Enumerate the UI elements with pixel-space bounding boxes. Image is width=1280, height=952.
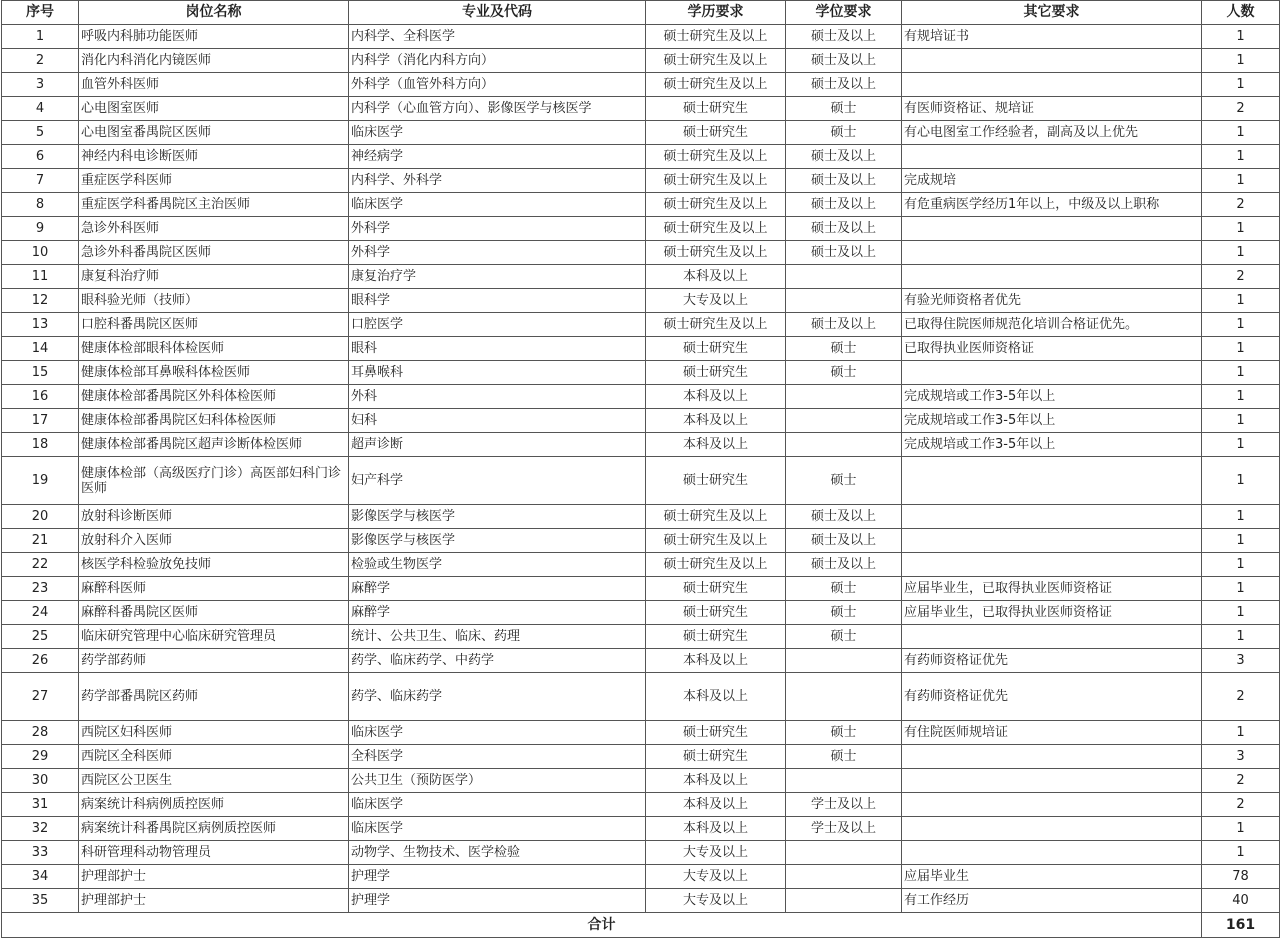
cell-degree: 硕士 (786, 577, 902, 601)
table-row (2, 169, 1280, 193)
cell-count: 1 (1202, 289, 1280, 313)
table-row (2, 49, 1280, 73)
cell-position: 护理部护士 (79, 889, 349, 913)
cell-count: 1 (1202, 577, 1280, 601)
cell-major: 康复治疗学 (349, 265, 646, 289)
cell-other: 完成规培或工作3-5年以上 (902, 409, 1202, 433)
cell-count: 2 (1202, 673, 1280, 721)
header-row (2, 1, 1280, 25)
cell-education: 硕士研究生及以上 (646, 25, 786, 49)
cell-education: 大专及以上 (646, 289, 786, 313)
cell-major: 内科学、外科学 (349, 169, 646, 193)
cell-degree: 硕士及以上 (786, 169, 902, 193)
cell-major: 检验或生物医学 (349, 553, 646, 577)
cell-education: 硕士研究生及以上 (646, 169, 786, 193)
cell-major: 临床医学 (349, 721, 646, 745)
table-row (2, 649, 1280, 673)
cell-degree (786, 385, 902, 409)
cell-major: 临床医学 (349, 817, 646, 841)
cell-major: 眼科 (349, 337, 646, 361)
cell-index: 28 (2, 721, 79, 745)
cell-education: 本科及以上 (646, 409, 786, 433)
cell-major: 内科学（心血管方向）、影像医学与核医学 (349, 97, 646, 121)
cell-position: 健康体检部耳鼻喉科体检医师 (79, 361, 349, 385)
cell-position: 急诊外科番禺院区医师 (79, 241, 349, 265)
cell-count: 3 (1202, 649, 1280, 673)
cell-position: 临床研究管理中心临床研究管理员 (79, 625, 349, 649)
cell-major: 妇产科学 (349, 457, 646, 505)
cell-index: 31 (2, 793, 79, 817)
cell-major: 药学、临床药学、中药学 (349, 649, 646, 673)
cell-other (902, 73, 1202, 97)
cell-index: 1 (2, 25, 79, 49)
cell-count: 1 (1202, 553, 1280, 577)
cell-degree: 硕士 (786, 361, 902, 385)
table-row (2, 241, 1280, 265)
cell-index: 24 (2, 601, 79, 625)
cell-other: 有工作经历 (902, 889, 1202, 913)
recruitment-table (1, 0, 1280, 938)
cell-degree: 硕士及以上 (786, 193, 902, 217)
cell-education: 本科及以上 (646, 769, 786, 793)
cell-degree: 硕士及以上 (786, 553, 902, 577)
cell-education: 本科及以上 (646, 793, 786, 817)
cell-count: 78 (1202, 865, 1280, 889)
cell-position: 呼吸内科肺功能医师 (79, 25, 349, 49)
cell-index: 34 (2, 865, 79, 889)
cell-count: 1 (1202, 73, 1280, 97)
cell-other: 有心电图室工作经验者，副高及以上优先 (902, 121, 1202, 145)
table-row (2, 673, 1280, 721)
cell-index: 32 (2, 817, 79, 841)
header-degree: 学位要求 (786, 1, 902, 25)
cell-other (902, 265, 1202, 289)
cell-major: 统计、公共卫生、临床、药理 (349, 625, 646, 649)
table-row (2, 577, 1280, 601)
cell-count: 1 (1202, 409, 1280, 433)
cell-major: 内科学、全科医学 (349, 25, 646, 49)
cell-degree: 硕士 (786, 121, 902, 145)
table-row (2, 217, 1280, 241)
cell-position: 药学部药师 (79, 649, 349, 673)
cell-degree: 硕士及以上 (786, 241, 902, 265)
cell-degree (786, 841, 902, 865)
cell-education: 硕士研究生及以上 (646, 313, 786, 337)
cell-position: 西院区公卫医生 (79, 769, 349, 793)
cell-degree (786, 289, 902, 313)
cell-degree (786, 769, 902, 793)
cell-count: 1 (1202, 241, 1280, 265)
cell-degree: 硕士及以上 (786, 25, 902, 49)
cell-major: 内科学（消化内科方向） (349, 49, 646, 73)
cell-count: 1 (1202, 169, 1280, 193)
cell-major: 口腔医学 (349, 313, 646, 337)
cell-index: 21 (2, 529, 79, 553)
table-row (2, 841, 1280, 865)
header-count: 人数 (1202, 1, 1280, 25)
table-body (2, 25, 1280, 913)
cell-position: 重症医学科番禺院区主治医师 (79, 193, 349, 217)
cell-position: 急诊外科医师 (79, 217, 349, 241)
cell-index: 9 (2, 217, 79, 241)
cell-position: 血管外科医师 (79, 73, 349, 97)
cell-degree: 硕士及以上 (786, 313, 902, 337)
cell-other (902, 505, 1202, 529)
cell-count: 1 (1202, 529, 1280, 553)
cell-position: 心电图室番禺院区医师 (79, 121, 349, 145)
cell-degree (786, 865, 902, 889)
cell-major: 动物学、生物技术、医学检验 (349, 841, 646, 865)
cell-education: 硕士研究生 (646, 601, 786, 625)
cell-position: 健康体检部番禺院区超声诊断体检医师 (79, 433, 349, 457)
cell-degree: 硕士 (786, 745, 902, 769)
cell-education: 本科及以上 (646, 817, 786, 841)
cell-education: 硕士研究生及以上 (646, 145, 786, 169)
cell-other (902, 625, 1202, 649)
cell-other: 有医师资格证、规培证 (902, 97, 1202, 121)
table-row (2, 601, 1280, 625)
cell-education: 本科及以上 (646, 265, 786, 289)
cell-index: 20 (2, 505, 79, 529)
cell-position: 健康体检部番禺院区妇科体检医师 (79, 409, 349, 433)
cell-index: 14 (2, 337, 79, 361)
cell-count: 1 (1202, 601, 1280, 625)
table-row (2, 409, 1280, 433)
cell-major: 药学、临床药学 (349, 673, 646, 721)
cell-education: 硕士研究生及以上 (646, 193, 786, 217)
cell-index: 17 (2, 409, 79, 433)
table-row (2, 505, 1280, 529)
cell-index: 12 (2, 289, 79, 313)
cell-education: 硕士研究生 (646, 745, 786, 769)
total-row (2, 913, 1280, 938)
cell-major: 临床医学 (349, 121, 646, 145)
cell-other (902, 745, 1202, 769)
cell-major: 外科学（血管外科方向） (349, 73, 646, 97)
cell-education: 硕士研究生 (646, 337, 786, 361)
cell-education: 硕士研究生及以上 (646, 241, 786, 265)
cell-count: 1 (1202, 505, 1280, 529)
cell-index: 16 (2, 385, 79, 409)
cell-position: 神经内科电诊断医师 (79, 145, 349, 169)
total-label: 合计 (2, 913, 1202, 938)
cell-count: 1 (1202, 457, 1280, 505)
table-footer (2, 913, 1280, 938)
cell-position: 放射科诊断医师 (79, 505, 349, 529)
table-row (2, 529, 1280, 553)
cell-major: 护理学 (349, 889, 646, 913)
cell-education: 硕士研究生及以上 (646, 73, 786, 97)
cell-index: 25 (2, 625, 79, 649)
cell-degree: 硕士及以上 (786, 73, 902, 97)
cell-degree (786, 889, 902, 913)
cell-count: 1 (1202, 817, 1280, 841)
cell-major: 临床医学 (349, 193, 646, 217)
table-row (2, 193, 1280, 217)
cell-index: 33 (2, 841, 79, 865)
cell-position: 护理部护士 (79, 865, 349, 889)
cell-degree (786, 409, 902, 433)
cell-major: 耳鼻喉科 (349, 361, 646, 385)
cell-position: 健康体检部眼科体检医师 (79, 337, 349, 361)
cell-major: 麻醉学 (349, 577, 646, 601)
cell-education: 本科及以上 (646, 385, 786, 409)
header-major: 专业及代码 (349, 1, 646, 25)
cell-major: 护理学 (349, 865, 646, 889)
cell-other: 有药师资格证优先 (902, 673, 1202, 721)
cell-other: 完成规培 (902, 169, 1202, 193)
cell-index: 2 (2, 49, 79, 73)
cell-education: 硕士研究生 (646, 457, 786, 505)
cell-major: 神经病学 (349, 145, 646, 169)
cell-major: 公共卫生（预防医学） (349, 769, 646, 793)
cell-other: 有危重病医学经历1年以上，中级及以上职称 (902, 193, 1202, 217)
cell-education: 硕士研究生及以上 (646, 217, 786, 241)
cell-position: 西院区全科医师 (79, 745, 349, 769)
cell-major: 麻醉学 (349, 601, 646, 625)
cell-other: 有住院医师规培证 (902, 721, 1202, 745)
header-education: 学历要求 (646, 1, 786, 25)
cell-education: 硕士研究生及以上 (646, 553, 786, 577)
cell-other (902, 145, 1202, 169)
cell-position: 科研管理科动物管理员 (79, 841, 349, 865)
cell-education: 硕士研究生及以上 (646, 505, 786, 529)
cell-index: 15 (2, 361, 79, 385)
cell-count: 2 (1202, 97, 1280, 121)
cell-education: 大专及以上 (646, 841, 786, 865)
cell-degree: 硕士及以上 (786, 505, 902, 529)
cell-degree (786, 649, 902, 673)
cell-index: 30 (2, 769, 79, 793)
cell-count: 1 (1202, 361, 1280, 385)
cell-education: 硕士研究生及以上 (646, 529, 786, 553)
cell-position: 健康体检部番禺院区外科体检医师 (79, 385, 349, 409)
table-row (2, 73, 1280, 97)
table-header (2, 1, 1280, 25)
cell-index: 13 (2, 313, 79, 337)
cell-major: 眼科学 (349, 289, 646, 313)
table-row (2, 313, 1280, 337)
cell-index: 23 (2, 577, 79, 601)
cell-count: 1 (1202, 49, 1280, 73)
cell-major: 影像医学与核医学 (349, 529, 646, 553)
header-position: 岗位名称 (79, 1, 349, 25)
cell-index: 35 (2, 889, 79, 913)
cell-index: 4 (2, 97, 79, 121)
cell-education: 大专及以上 (646, 889, 786, 913)
table-row (2, 145, 1280, 169)
cell-index: 19 (2, 457, 79, 505)
cell-other: 已取得执业医师资格证 (902, 337, 1202, 361)
cell-other: 有验光师资格者优先 (902, 289, 1202, 313)
cell-education: 本科及以上 (646, 433, 786, 457)
table-row (2, 721, 1280, 745)
cell-major: 外科学 (349, 217, 646, 241)
cell-index: 26 (2, 649, 79, 673)
cell-position: 放射科介入医师 (79, 529, 349, 553)
cell-count: 1 (1202, 145, 1280, 169)
cell-degree: 硕士及以上 (786, 145, 902, 169)
table-row (2, 25, 1280, 49)
cell-other (902, 553, 1202, 577)
cell-other (902, 793, 1202, 817)
cell-education: 硕士研究生 (646, 721, 786, 745)
table-row (2, 865, 1280, 889)
cell-position: 重症医学科医师 (79, 169, 349, 193)
cell-major: 临床医学 (349, 793, 646, 817)
cell-count: 1 (1202, 217, 1280, 241)
cell-education: 本科及以上 (646, 673, 786, 721)
cell-other (902, 841, 1202, 865)
cell-count: 1 (1202, 337, 1280, 361)
cell-position: 心电图室医师 (79, 97, 349, 121)
cell-other (902, 241, 1202, 265)
cell-position: 健康体检部（高级医疗门诊）高医部妇科门诊医师 (79, 457, 349, 505)
cell-index: 10 (2, 241, 79, 265)
cell-other (902, 817, 1202, 841)
cell-index: 27 (2, 673, 79, 721)
table-row (2, 265, 1280, 289)
cell-other: 应届毕业生，已取得执业医师资格证 (902, 577, 1202, 601)
cell-other (902, 529, 1202, 553)
cell-degree (786, 673, 902, 721)
cell-count: 3 (1202, 745, 1280, 769)
cell-position: 口腔科番禺院区医师 (79, 313, 349, 337)
cell-degree (786, 265, 902, 289)
cell-index: 7 (2, 169, 79, 193)
cell-count: 1 (1202, 121, 1280, 145)
cell-position: 麻醉科医师 (79, 577, 349, 601)
cell-index: 22 (2, 553, 79, 577)
cell-education: 本科及以上 (646, 649, 786, 673)
table-row (2, 889, 1280, 913)
cell-major: 影像医学与核医学 (349, 505, 646, 529)
cell-education: 硕士研究生 (646, 97, 786, 121)
cell-major: 外科 (349, 385, 646, 409)
cell-position: 消化内科消化内镜医师 (79, 49, 349, 73)
cell-position: 西院区妇科医师 (79, 721, 349, 745)
cell-index: 5 (2, 121, 79, 145)
cell-education: 硕士研究生及以上 (646, 49, 786, 73)
cell-other: 应届毕业生，已取得执业医师资格证 (902, 601, 1202, 625)
cell-degree: 硕士 (786, 721, 902, 745)
cell-other: 完成规培或工作3-5年以上 (902, 385, 1202, 409)
cell-other (902, 361, 1202, 385)
header-other: 其它要求 (902, 1, 1202, 25)
cell-index: 3 (2, 73, 79, 97)
table-row (2, 625, 1280, 649)
cell-other (902, 217, 1202, 241)
cell-other (902, 457, 1202, 505)
cell-education: 硕士研究生 (646, 361, 786, 385)
cell-degree: 硕士 (786, 97, 902, 121)
table-row (2, 97, 1280, 121)
cell-other: 完成规培或工作3-5年以上 (902, 433, 1202, 457)
cell-degree: 学士及以上 (786, 793, 902, 817)
cell-other: 应届毕业生 (902, 865, 1202, 889)
table-row (2, 457, 1280, 505)
cell-major: 妇科 (349, 409, 646, 433)
table-row (2, 121, 1280, 145)
cell-degree (786, 433, 902, 457)
cell-degree: 硕士及以上 (786, 217, 902, 241)
cell-count: 2 (1202, 265, 1280, 289)
cell-position: 核医学科检验放免技师 (79, 553, 349, 577)
cell-degree: 硕士及以上 (786, 49, 902, 73)
header-index: 序号 (2, 1, 79, 25)
cell-other: 已取得住院医师规范化培训合格证优先。 (902, 313, 1202, 337)
cell-index: 18 (2, 433, 79, 457)
cell-major: 全科医学 (349, 745, 646, 769)
table-row (2, 337, 1280, 361)
cell-index: 8 (2, 193, 79, 217)
cell-count: 2 (1202, 193, 1280, 217)
cell-count: 1 (1202, 433, 1280, 457)
cell-position: 麻醉科番禺院区医师 (79, 601, 349, 625)
cell-position: 病案统计科番禺院区病例质控医师 (79, 817, 349, 841)
cell-count: 1 (1202, 25, 1280, 49)
table-row (2, 289, 1280, 313)
cell-degree: 硕士 (786, 601, 902, 625)
cell-degree: 硕士 (786, 337, 902, 361)
cell-count: 1 (1202, 313, 1280, 337)
cell-count: 1 (1202, 721, 1280, 745)
total-value: 161 (1202, 913, 1280, 938)
table-row (2, 433, 1280, 457)
cell-education: 硕士研究生 (646, 577, 786, 601)
cell-other (902, 769, 1202, 793)
cell-degree: 硕士 (786, 625, 902, 649)
table-row (2, 817, 1280, 841)
cell-position: 病案统计科病例质控医师 (79, 793, 349, 817)
cell-degree: 硕士 (786, 457, 902, 505)
cell-degree: 硕士及以上 (786, 529, 902, 553)
table-row (2, 745, 1280, 769)
cell-index: 11 (2, 265, 79, 289)
cell-other (902, 49, 1202, 73)
cell-count: 2 (1202, 769, 1280, 793)
cell-degree: 学士及以上 (786, 817, 902, 841)
cell-position: 康复科治疗师 (79, 265, 349, 289)
table-row (2, 385, 1280, 409)
cell-position: 药学部番禺院区药师 (79, 673, 349, 721)
cell-index: 29 (2, 745, 79, 769)
cell-count: 40 (1202, 889, 1280, 913)
cell-other: 有规培证书 (902, 25, 1202, 49)
cell-position: 眼科验光师（技师） (79, 289, 349, 313)
cell-count: 1 (1202, 625, 1280, 649)
cell-other: 有药师资格证优先 (902, 649, 1202, 673)
table-row (2, 769, 1280, 793)
cell-education: 硕士研究生 (646, 121, 786, 145)
cell-count: 1 (1202, 385, 1280, 409)
cell-count: 1 (1202, 841, 1280, 865)
cell-major: 外科学 (349, 241, 646, 265)
cell-education: 大专及以上 (646, 865, 786, 889)
cell-count: 2 (1202, 793, 1280, 817)
table-row (2, 361, 1280, 385)
cell-major: 超声诊断 (349, 433, 646, 457)
table-row (2, 553, 1280, 577)
table-row (2, 793, 1280, 817)
cell-education: 硕士研究生 (646, 625, 786, 649)
cell-index: 6 (2, 145, 79, 169)
